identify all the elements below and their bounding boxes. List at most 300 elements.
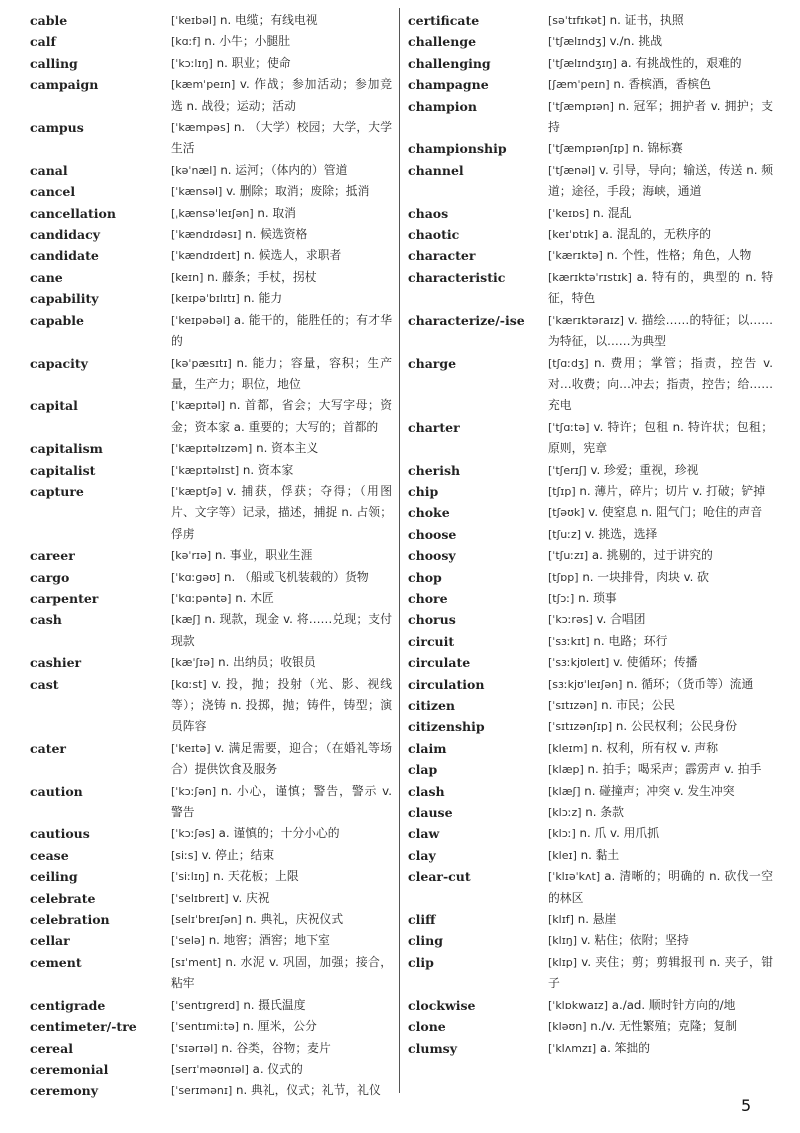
entry-pronunciation: [ˈtʃæmpɪən]: [548, 99, 614, 113]
entry-headword: cargo: [30, 569, 70, 585]
dictionary-entry: [408, 588, 773, 609]
entry-headword: cease: [30, 847, 69, 863]
dictionary-entry: [408, 31, 773, 52]
entry-pronunciation: [kleɪ]: [548, 848, 577, 862]
entry-headword: cashier: [30, 655, 82, 671]
entry-definition: [171, 567, 392, 588]
entry-definition: [171, 74, 392, 117]
entry-headword: cater: [30, 740, 67, 756]
dictionary-entry: [408, 716, 773, 737]
entry-meaning: n./v. 无性繁殖；克隆；复制: [590, 1019, 738, 1034]
entry-definition: [548, 481, 773, 502]
right-column: [408, 10, 773, 1059]
dictionary-entry: [30, 845, 392, 866]
entry-headword: calling: [30, 55, 78, 71]
dictionary-entry: [30, 353, 392, 396]
entry-definition: [171, 288, 392, 309]
entry-pronunciation: [ˈkærɪktəraɪz]: [548, 313, 624, 327]
entry-headword: capability: [30, 291, 99, 307]
entry-pronunciation: [ˈsentɪmiːtə]: [171, 1020, 240, 1034]
entry-definition: [171, 1080, 392, 1101]
entry-pronunciation: [sɜːkjʊˈleɪʃən]: [548, 677, 623, 691]
entry-headword: champagne: [408, 77, 489, 93]
entry-headword: cancellation: [30, 205, 116, 221]
entry-headword: candidate: [30, 248, 99, 264]
entry-pronunciation: [kærɪktəˈrɪstɪk]: [548, 270, 632, 284]
entry-headword: choosy: [408, 548, 456, 564]
entry-headword: cable: [30, 13, 68, 28]
entry-headword: championship: [408, 141, 507, 157]
dictionary-entry: [408, 866, 773, 909]
entry-pronunciation: [ˈkæptʃə]: [171, 484, 222, 498]
entry-headword: canal: [30, 162, 68, 178]
entry-pronunciation: [klæʃ]: [548, 784, 581, 798]
entry-headword: cling: [408, 933, 443, 949]
entry-definition: [548, 10, 773, 31]
entry-pronunciation: [ˈklʌmzɪ]: [548, 1041, 597, 1055]
entry-headword: clear-cut: [408, 869, 471, 885]
entry-pronunciation: [ˈklɪəˈkʌt]: [548, 870, 601, 884]
entry-headword: charter: [408, 419, 460, 435]
entry-headword: cash: [30, 612, 62, 628]
dictionary-entry: [30, 117, 392, 160]
entry-meaning: n. 拍手；喝采声；霹雳声 v. 拍手: [587, 762, 762, 777]
entry-headword: carpenter: [30, 590, 99, 606]
entry-headword: chaotic: [408, 227, 460, 243]
entry-meaning: n. 资本家: [242, 462, 294, 477]
entry-definition: [548, 995, 773, 1016]
entry-pronunciation: [kæʃ]: [171, 613, 201, 627]
dictionary-entry: [408, 823, 773, 844]
entry-pronunciation: [kɑːf]: [171, 35, 201, 49]
entry-definition: [171, 1016, 392, 1037]
entry-headword: champion: [408, 98, 477, 114]
dictionary-entry: [30, 1080, 392, 1101]
entry-definition: [548, 545, 773, 566]
dictionary-entry: [408, 160, 773, 203]
entry-headword: capitalist: [30, 462, 96, 478]
entry-pronunciation: [tʃɑːdʒ]: [548, 356, 589, 370]
entry-pronunciation: [klɪp]: [548, 955, 578, 969]
dictionary-entry: [30, 652, 392, 673]
entry-meaning: n. 碰撞声；冲突 v. 发生冲突: [584, 783, 735, 798]
entry-definition: [171, 353, 392, 396]
entry-pronunciation: [ˈkeɪɒs]: [548, 206, 590, 220]
entry-definition: [548, 674, 773, 695]
entry-headword: chop: [408, 569, 442, 585]
dictionary-entry: [408, 96, 773, 139]
dictionary-entry: [408, 738, 773, 759]
dictionary-entry: [30, 952, 392, 995]
entry-meaning: n. 小心，谨慎；警告，警示 v. 警告: [171, 783, 392, 820]
entry-pronunciation: [ˈkæpɪtəlɪst]: [171, 463, 240, 477]
entry-headword: cast: [30, 676, 59, 692]
dictionary-entry: [30, 866, 392, 887]
dictionary-entry: [30, 53, 392, 74]
dictionary-entry: [408, 502, 773, 523]
dictionary-entry: [30, 1038, 392, 1059]
dictionary-entry: [408, 245, 773, 266]
dictionary-entry: [30, 181, 392, 202]
entry-meaning: n. （大学）校园；大学，大学生活: [171, 120, 393, 156]
entry-definition: [171, 460, 392, 481]
entry-headword: challenge: [408, 34, 477, 50]
dictionary-entry: [408, 802, 773, 823]
dictionary-entry: [30, 738, 392, 781]
entry-pronunciation: [ˈsentɪɡreɪd]: [171, 998, 240, 1012]
dictionary-entry: [30, 888, 392, 909]
entry-pronunciation: [ˈkæpɪtəl]: [171, 399, 225, 413]
entry-pronunciation: [klɔːz]: [548, 806, 582, 820]
entry-headword: cellar: [30, 933, 70, 949]
entry-meaning: n. 黏土: [580, 847, 620, 862]
entry-meaning: v. 合唱团: [596, 612, 646, 627]
dictionary-entry: [30, 31, 392, 52]
entry-definition: [171, 995, 392, 1016]
entry-pronunciation: [ˌkænsəˈleɪʃən]: [171, 206, 254, 220]
entry-definition: [171, 181, 392, 202]
entry-pronunciation: [siːs]: [171, 848, 198, 862]
dictionary-entry: [30, 609, 392, 652]
entry-meaning: v. 捕获，俘获；夺得；（用图片、文字等）记录，描述，捕捉 n. 占领；俘虏: [171, 483, 392, 541]
entry-definition: [548, 53, 773, 74]
entry-definition: [548, 802, 773, 823]
entry-definition: [171, 267, 392, 288]
entry-headword: calf: [30, 34, 56, 50]
entry-definition: [548, 738, 773, 759]
dictionary-entry: [408, 845, 773, 866]
entry-meaning: n. 爪 v. 用爪抓: [579, 826, 659, 841]
entry-definition: [548, 567, 773, 588]
entry-pronunciation: [ˈkæpɪtəlɪzəm]: [171, 442, 253, 456]
entry-definition: [171, 823, 392, 844]
entry-pronunciation: [ˈkænsəl]: [171, 185, 223, 199]
dictionary-entry: [30, 10, 392, 31]
entry-headword: capacity: [30, 355, 88, 371]
dictionary-entry: [30, 995, 392, 1016]
entry-definition: [548, 224, 773, 245]
entry-pronunciation: [səˈtɪfɪkət]: [548, 14, 606, 27]
entry-definition: [171, 866, 392, 887]
entry-meaning: n. 循环；（货币等）流通: [626, 676, 754, 691]
entry-meaning: n. 藤条；手杖，拐杖: [207, 269, 317, 284]
entry-headword: circulation: [408, 676, 485, 692]
entry-pronunciation: [tʃɪp]: [548, 484, 576, 498]
entry-pronunciation: [keɪpəˈbɪlɪtɪ]: [171, 292, 240, 306]
entry-meaning: n. 悬崖: [577, 912, 617, 927]
entry-headword: celebration: [30, 912, 110, 928]
entry-meaning: n. 一块排骨，肉块 v. 砍: [582, 569, 709, 584]
entry-pronunciation: [tʃuːz]: [548, 527, 582, 541]
entry-meaning: n. 资本主义: [256, 441, 319, 456]
dictionary-entry: [408, 310, 773, 353]
entry-meaning: n. 小牛；小腿肚: [204, 34, 291, 49]
entry-meaning: a. 特有的，典型的 n. 特征，特色: [548, 269, 773, 306]
entry-definition: [548, 695, 773, 716]
entry-meaning: a. 挑剔的，过于讲究的: [591, 548, 713, 563]
entry-meaning: n. 候选资格: [245, 227, 308, 242]
entry-meaning: n. 候选人，求职者: [243, 248, 342, 263]
entry-headword: claw: [408, 826, 440, 842]
entry-definition: [171, 952, 392, 995]
dictionary-entry: [30, 74, 392, 117]
entry-definition: [171, 203, 392, 224]
entry-pronunciation: [tʃɔː]: [548, 591, 575, 605]
entry-headword: campaign: [30, 77, 99, 93]
entry-headword: capture: [30, 483, 84, 499]
entry-headword: claim: [408, 740, 447, 756]
dictionary-entry: [408, 674, 773, 695]
entry-definition: [548, 631, 773, 652]
dictionary-entry: [408, 10, 773, 31]
entry-meaning: n. 费用；掌管；指责，控告 v. 对…收费；向…冲去；指责，控告；给……充电: [548, 355, 773, 413]
entry-definition: [548, 74, 773, 95]
entry-headword: ceiling: [30, 869, 78, 885]
entry-meaning: a./ad. 顺时针方向的/地: [611, 997, 736, 1012]
dictionary-entry: [408, 1016, 773, 1037]
entry-meaning: v. 粘住；依附；坚持: [580, 933, 689, 948]
entry-definition: [171, 674, 392, 738]
entry-definition: [171, 1038, 392, 1059]
entry-meaning: n. 薄片，碎片；切片 v. 打破；铲掉: [579, 483, 766, 498]
entry-meaning: a. 混乱的，无秩序的: [601, 227, 712, 242]
entry-headword: choose: [408, 526, 457, 542]
entry-pronunciation: [ˈsɪtɪzənʃɪp]: [548, 720, 613, 734]
entry-pronunciation: [keɪn]: [171, 270, 204, 284]
entry-pronunciation: [kəˈrɪə]: [171, 549, 212, 563]
entry-meaning: n. 锦标赛: [632, 141, 683, 156]
entry-meaning: n. （船或飞机装载的）货物: [223, 569, 369, 584]
entry-meaning: n. 地窖；酒窖；地下室: [208, 933, 330, 948]
entry-definition: [171, 609, 392, 652]
dictionary-entry: [30, 588, 392, 609]
entry-definition: [171, 438, 392, 459]
entry-definition: [548, 1016, 773, 1037]
entry-definition: [171, 53, 392, 74]
entry-pronunciation: [kəˈnæl]: [171, 163, 217, 177]
entry-headword: clip: [408, 954, 434, 970]
entry-definition: [548, 609, 773, 630]
dictionary-entry: [30, 909, 392, 930]
entry-pronunciation: [selɪˈbreɪʃən]: [171, 913, 242, 927]
dictionary-entry: [30, 267, 392, 288]
entry-pronunciation: [ˈtʃælɪndʒɪŋ]: [548, 56, 617, 70]
entry-definition: [548, 759, 773, 780]
entry-pronunciation: [ˈkæmpəs]: [171, 121, 230, 135]
entry-pronunciation: [ˈkændɪdəsɪ]: [171, 228, 242, 242]
dictionary-entry: [408, 224, 773, 245]
entry-headword: cane: [30, 269, 63, 285]
entry-definition: [171, 31, 392, 52]
entry-meaning: n. 香槟酒，香槟色: [613, 77, 711, 92]
entry-meaning: v. 使窒息 n. 阻气门；呛住的声音: [588, 505, 763, 520]
entry-pronunciation: [ˈkɔːʃən]: [171, 784, 217, 798]
entry-definition: [548, 781, 773, 802]
entry-headword: caution: [30, 783, 83, 799]
entry-pronunciation: [ˈkærɪktə]: [548, 249, 603, 263]
dictionary-entry: [408, 74, 773, 95]
dictionary-entry: [408, 909, 773, 930]
dictionary-entry: [30, 460, 392, 481]
entry-meaning: n. 取消: [257, 205, 296, 220]
entry-pronunciation: [ˈtʃælɪndʒ]: [548, 35, 606, 49]
entry-definition: [548, 245, 773, 266]
entry-meaning: a. 有挑战性的，艰难的: [620, 55, 742, 70]
dictionary-entry: [408, 995, 773, 1016]
entry-headword: ceremony: [30, 1083, 99, 1099]
entry-headword: centigrade: [30, 997, 106, 1013]
entry-definition: [171, 930, 392, 951]
entry-meaning: n. 个性，性格；角色，人物: [606, 248, 752, 263]
entry-meaning: n. 天花板；上限: [212, 869, 299, 884]
entry-definition: [548, 845, 773, 866]
entry-meaning: v. 夹住；剪；剪辑报刊 n. 夹子，钳子: [548, 954, 773, 991]
dictionary-entry: [408, 524, 773, 545]
dictionary-entry: [408, 417, 773, 460]
entry-headword: charge: [408, 355, 457, 371]
entry-headword: clockwise: [408, 997, 476, 1013]
entry-meaning: a. 能干的，能胜任的；有才华的: [171, 312, 393, 349]
entry-meaning: n. 运河；（体内的）管道: [220, 162, 348, 177]
dictionary-entry: [408, 781, 773, 802]
entry-meaning: v./n. 挑战: [609, 34, 662, 49]
entry-headword: certificate: [408, 13, 480, 28]
entry-meaning: n. 典礼，仪式；礼节，礼仪: [236, 1083, 381, 1098]
entry-pronunciation: [ˈselɪbreɪt]: [171, 891, 229, 905]
entry-meaning: a. 仪式的: [252, 1061, 303, 1076]
entry-definition: [548, 524, 773, 545]
entry-meaning: n. 典礼，庆祝仪式: [245, 912, 344, 927]
dictionary-entry: [30, 160, 392, 181]
entry-meaning: v. 使循环；传播: [613, 655, 698, 670]
dictionary-entry: [30, 224, 392, 245]
entry-headword: chorus: [408, 612, 456, 628]
entry-pronunciation: [ˈklɒkwaɪz]: [548, 998, 608, 1012]
entry-headword: character: [408, 248, 476, 264]
entry-headword: cancel: [30, 184, 76, 200]
entry-headword: cereal: [30, 1040, 73, 1056]
entry-pronunciation: [ˈtʃuːzɪ]: [548, 549, 589, 563]
dictionary-entry: [30, 674, 392, 738]
entry-definition: [548, 930, 773, 951]
dictionary-entry: [408, 203, 773, 224]
entry-headword: campus: [30, 120, 84, 136]
entry-definition: [171, 845, 392, 866]
entry-meaning: n. 冠军；拥护者 v. 拥护；支持: [548, 98, 773, 135]
entry-pronunciation: [ˈkɔːlɪŋ]: [171, 56, 213, 70]
entry-pronunciation: [serɪˈməʊnɪəl]: [171, 1062, 249, 1076]
entry-headword: capital: [30, 398, 78, 414]
entry-definition: [548, 417, 773, 460]
entry-pronunciation: [tʃɒp]: [548, 570, 579, 584]
entry-definition: [171, 652, 392, 673]
entry-definition: [548, 138, 773, 159]
dictionary-entry: [408, 631, 773, 652]
entry-pronunciation: [ˈserɪmənɪ]: [171, 1084, 233, 1098]
entry-pronunciation: [ˈkeɪbəl]: [171, 14, 217, 27]
entry-pronunciation: [kleɪm]: [548, 741, 588, 755]
dictionary-entry: [408, 930, 773, 951]
entry-headword: career: [30, 548, 75, 564]
entry-definition: [171, 588, 392, 609]
entry-definition: [171, 310, 392, 353]
entry-meaning: n. 职业；使命: [216, 55, 291, 70]
entry-meaning: n. 出纳员；收银员: [218, 655, 316, 670]
entry-headword: capable: [30, 312, 84, 328]
entry-headword: chip: [408, 483, 439, 499]
dictionary-entry: [30, 481, 392, 545]
dictionary-entry: [30, 438, 392, 459]
column-divider: [399, 8, 400, 1093]
entry-definition: [171, 888, 392, 909]
dictionary-entry: [30, 930, 392, 951]
dictionary-entry: [408, 695, 773, 716]
page-number: 5: [741, 1096, 752, 1115]
entry-pronunciation: [keɪˈɒtɪk]: [548, 228, 599, 242]
entry-definition: [171, 224, 392, 245]
entry-headword: challenging: [408, 55, 491, 71]
entry-headword: cement: [30, 954, 82, 970]
entry-definition: [548, 203, 773, 224]
entry-meaning: n. 能力: [243, 291, 283, 306]
entry-meaning: n. 条款: [585, 805, 624, 820]
entry-pronunciation: [ʃæmˈpeɪn]: [548, 78, 610, 92]
entry-definition: [171, 1059, 392, 1080]
entry-pronunciation: [ˈkɔːʃəs]: [171, 827, 215, 841]
entry-meaning: n. 市民；公民: [601, 698, 676, 712]
entry-definition: [548, 353, 773, 417]
entry-definition: [548, 160, 773, 203]
dictionary-entry: [408, 481, 773, 502]
entry-pronunciation: [ˈselə]: [171, 934, 205, 948]
entry-meaning: v. 停止；结束: [201, 847, 275, 862]
entry-headword: centimeter/-tre: [30, 1019, 137, 1035]
entry-meaning: n. 电缆；有线电视: [220, 13, 318, 27]
entry-headword: characterize/-ise: [408, 312, 525, 328]
dictionary-entry: [408, 1038, 773, 1059]
entry-meaning: v. 作战；参加活动；参加竞选 n. 战役；运动；活动: [171, 77, 393, 113]
entry-meaning: n. 电路；环行: [593, 633, 668, 648]
dictionary-entry: [30, 545, 392, 566]
entry-meaning: n. 证书，执照: [609, 13, 684, 27]
entry-meaning: v. 满足需要，迎合；（在婚礼等场合）提供饮食及服务: [171, 740, 392, 777]
entry-meaning: n. 权利，所有权 v. 声称: [591, 740, 719, 755]
entry-definition: [548, 823, 773, 844]
dictionary-entry: [408, 567, 773, 588]
entry-meaning: n. 公民权利；公民身份: [615, 719, 738, 734]
entry-definition: [171, 545, 392, 566]
entry-headword: citizenship: [408, 719, 485, 735]
entry-headword: clay: [408, 847, 436, 863]
entry-meaning: v. 描绘……的特征；以……为特征，以……为典型: [548, 312, 773, 349]
entry-pronunciation: [ˈkɑːpəntə]: [171, 591, 232, 605]
entry-headword: cautious: [30, 826, 90, 842]
entry-definition: [548, 716, 773, 737]
entry-definition: [548, 652, 773, 673]
entry-definition: [171, 781, 392, 824]
entry-meaning: v. 删除；取消；废除；抵消: [226, 184, 370, 199]
dictionary-entry: [30, 1016, 392, 1037]
entry-pronunciation: [ˈsɜːkɪt]: [548, 634, 590, 648]
dictionary-entry: [408, 53, 773, 74]
entry-headword: clash: [408, 783, 445, 799]
entry-meaning: n. 琐事: [578, 590, 617, 605]
dictionary-entry: [30, 245, 392, 266]
entry-meaning: n. 首都，省会；大写字母；资金；资本家 a. 重要的；大写的；首都的: [171, 398, 392, 434]
dictionary-entry: [408, 952, 773, 995]
entry-definition: [548, 310, 773, 353]
entry-definition: [171, 10, 392, 31]
